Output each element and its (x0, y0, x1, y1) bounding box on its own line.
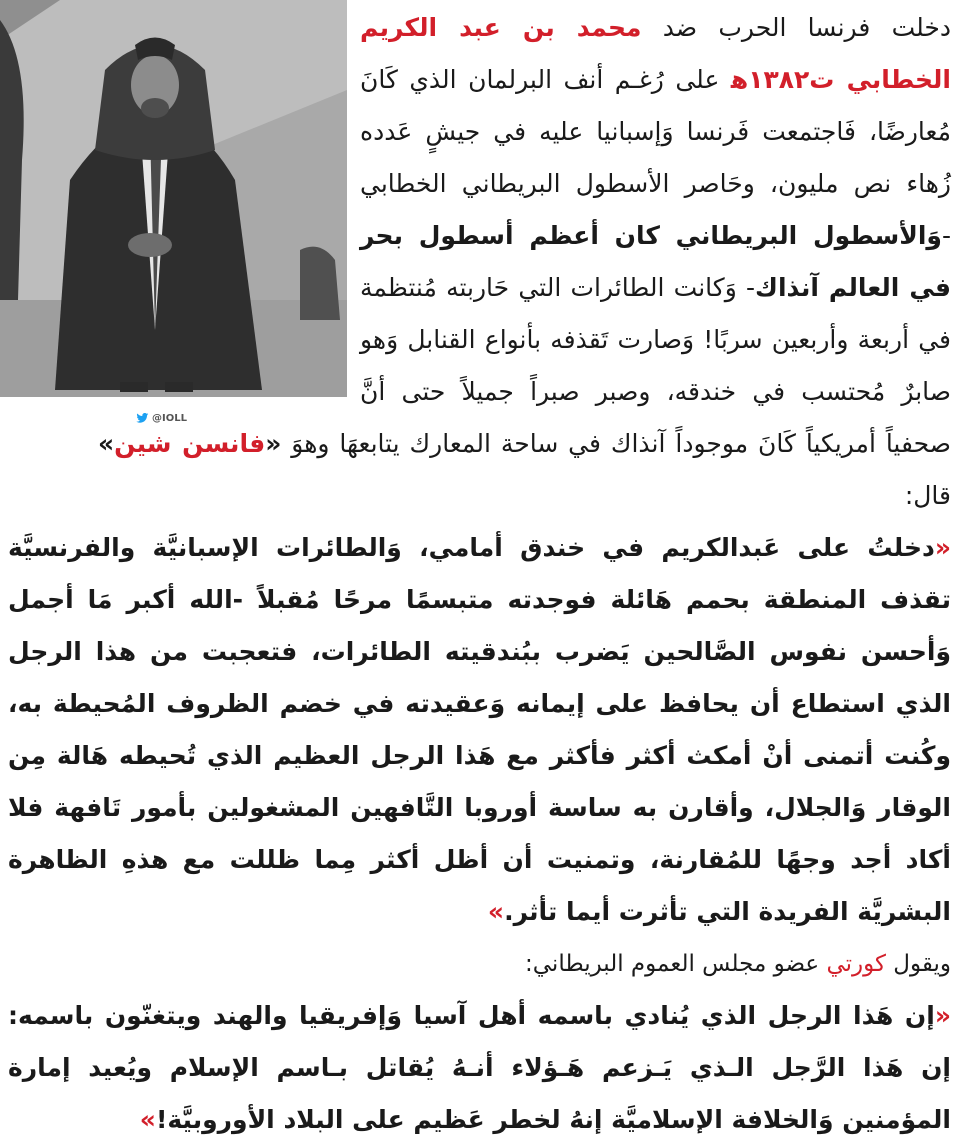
photo-spacer (8, 2, 360, 400)
quote2-open-mark: « (934, 1001, 951, 1030)
fleet-statement: وَالأسطول البريطاني كان أعظم أسطول بحر في العالم آنذاك (360, 221, 951, 302)
credit-handle: @IOLL (152, 412, 187, 424)
intro-text-d: قال: (904, 481, 951, 510)
quote1-open-mark: « (934, 533, 951, 562)
quote2-close-mark: » (139, 1105, 156, 1134)
reporter-name: فانسن شين (114, 429, 266, 458)
close-guillemet: » (98, 429, 115, 458)
quote-mp (8, 990, 951, 1146)
open-guillemet: « (265, 429, 282, 458)
intro-text-c: - وَكانت الطائرات التي حَاربته مُنتظمة في أربعة وأربعين سربًا! وَصارت تَقذفه بأنواع القنابل وَهو صابرٌ مُحتسب في خندقه، وصبر صبراً جميلاً حتى أنَّ صحفياً أمريكياً كَانَ موجوداً آنذاك في ساحة المعارك يتابعهَا وهوَ (281, 273, 951, 458)
credit-spacer (8, 400, 98, 440)
mp-name: كورتي (826, 951, 886, 977)
quote2-text: إن هَذا الرجل الذي يُنادي باسمه أهل آسيا وَإفريقيا والهند ويتغنّون باسمه: إن هَذا الرَّجل الـذي يَـزعم هَـؤلاء أنـهُ يُقاتل بـاسم الإسلام ويُعيد إمارة المؤمنين وَالخلافة الإسلاميَّة إنهُ لخطر عَظيم على البلاد الأوروبيَّة! (8, 1001, 951, 1134)
article-body (8, 2, 951, 1134)
intro-text-b: على رُغـم أنف البرلمان الذي كَانَ مُعارضًا، فَاجتمعت فَرنسا وَإسبانيا عليه في جيشٍ عَدده زُهاء نص مليون، وحَاصر الأسطول البريطاني الخطابي - (360, 65, 951, 250)
quote1-text: دخلتُ على عَبدالكريم في خندق أمامي، وَالطائرات الإسبانيَّة والفرنسيَّة تقذف المنطقة بحمم هَائلة فوجدته متبسمًا مرحًا مُقبلاً -الله أكبر مَا أجمل وَأحسن نفوس الصَّالحين يَضرب ببُندقيته الطائرات، فتعجبت من هذا الرجل الذي استطاع أن يحافظ على إيمانه وَعقيدته في خضم الظروف المُحيطة به، وكُنت أتمنى أنْ أمكث أكثر فأكثر مع هَذا الرجل العظيم الذي تُحيطه هَالة مِن الوقار وَالجلال، وأقارن به ساسة أوروبا التَّافهين المشغولين بأمور تَافهة فلا أكاد أجد وجهًا للمُقارنة، وتمنيت أن أظل أكثر مِما ظللت مع هذهِ الظاهرة البشريَّة الفريدة التي تأثرت أيما تأثر. (8, 533, 951, 926)
mp-text-a: ويقول (885, 951, 951, 977)
subject-name: محمد بن عبد الكريم الخطابي ت١٣٨٢ه‍ (360, 13, 951, 94)
paragraph-mp (8, 938, 951, 990)
intro-text-a: دخلت فرنسا الحرب ضد (641, 13, 951, 42)
mp-text-b: عضو مجلس العموم البريطاني: (525, 951, 827, 977)
quote-reporter (8, 522, 951, 938)
quote1-close-mark: » (487, 897, 505, 926)
